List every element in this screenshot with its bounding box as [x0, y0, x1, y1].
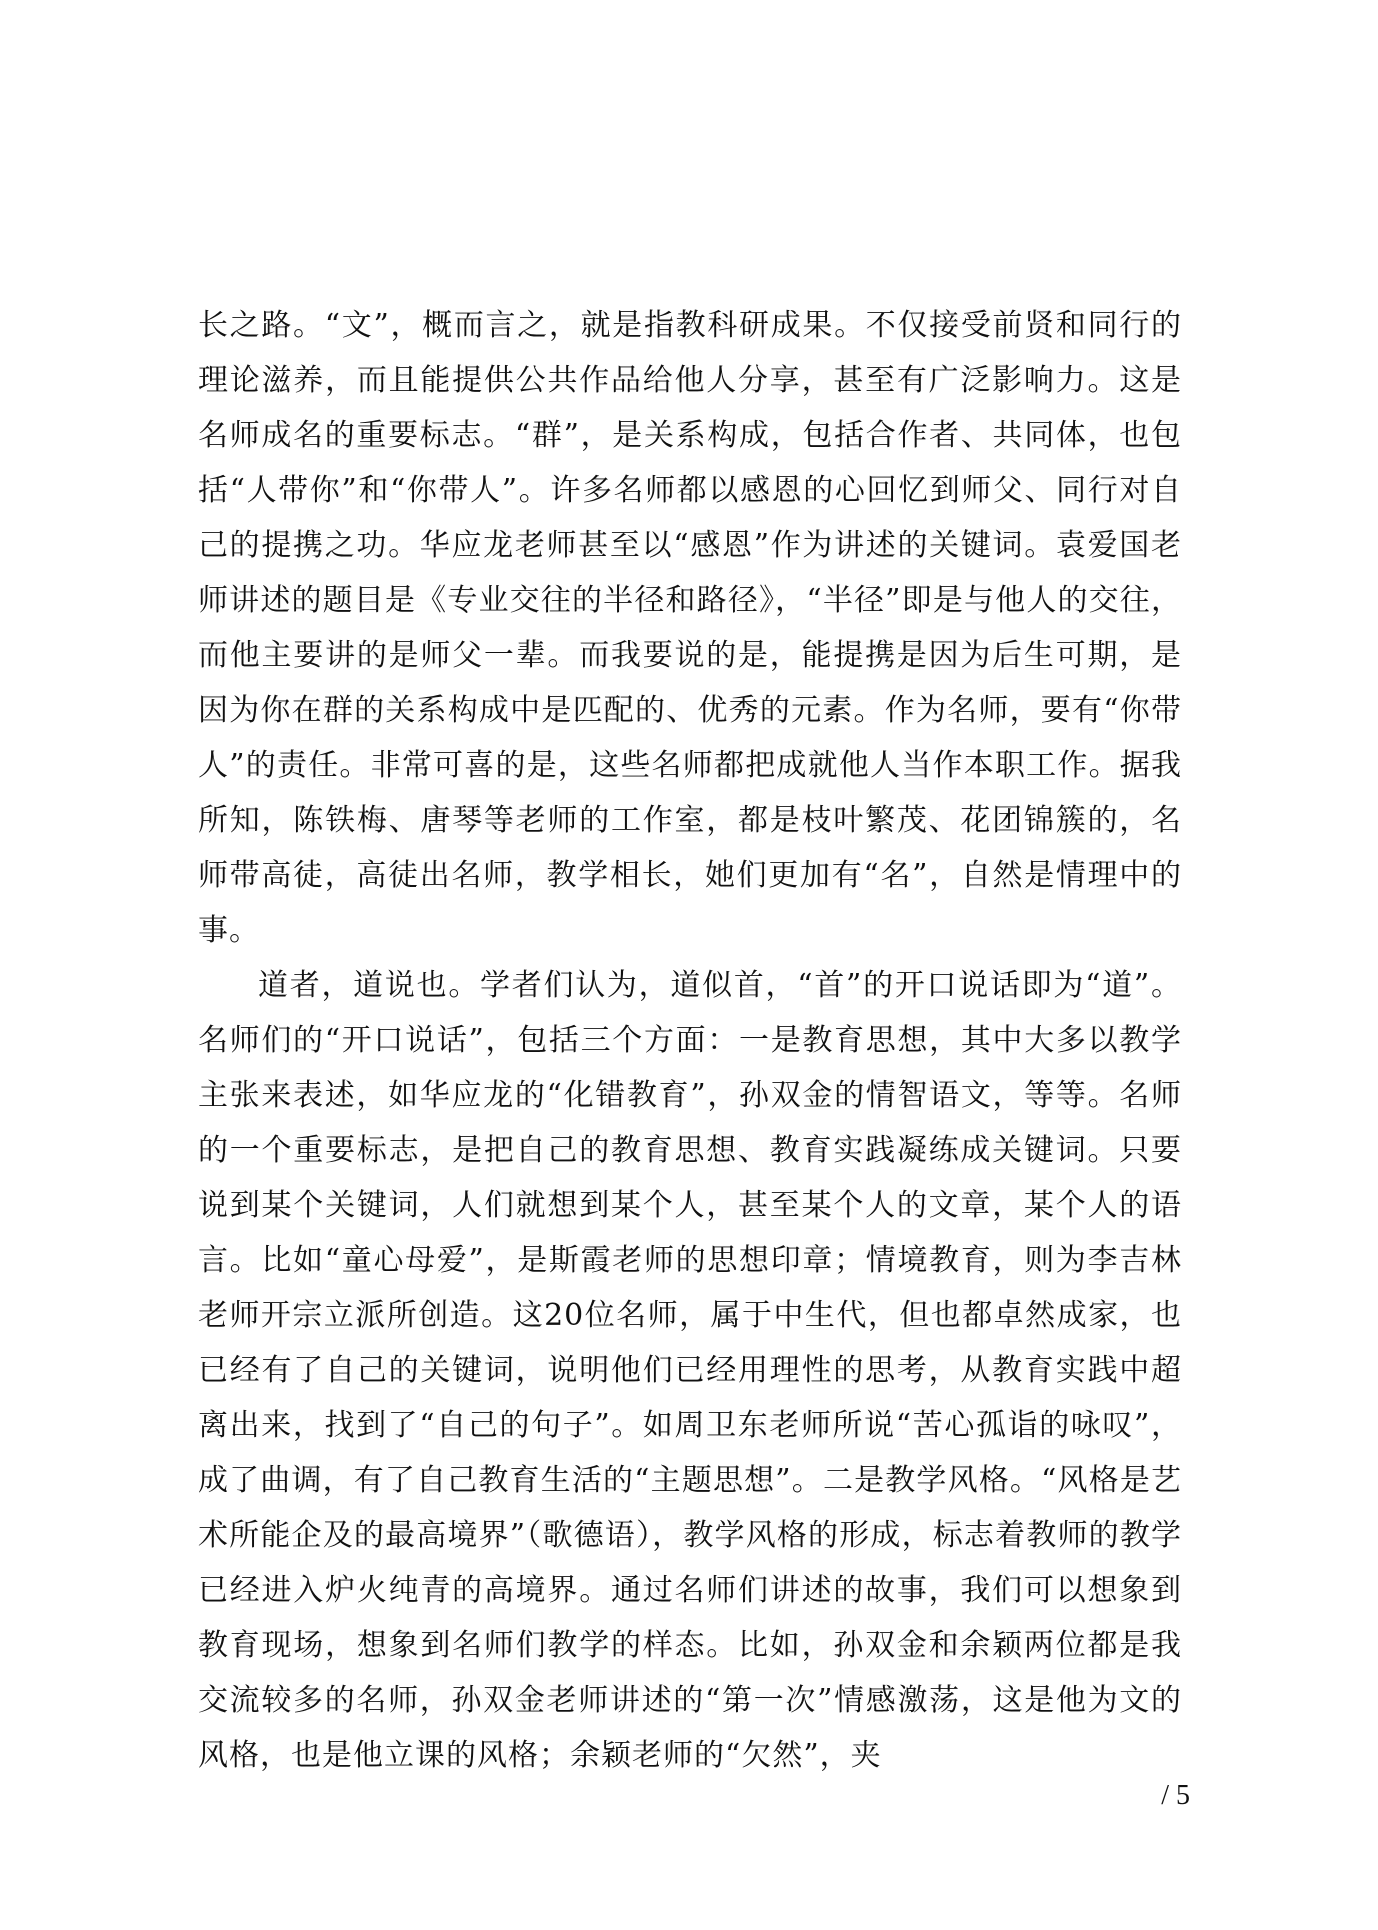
paragraph-2: 道者，道说也。学者们认为，道似首，“首”的开口说话即为“道”。名师们的“开口说话”，包括三个方面：一是教育思想，其中大多以教学主张来表述，如华应龙的“化错教育”，孙双金的情智语文，等等。名师的一个重要标志，是把自己的教育思想、教育实践凝练成关键词。只要说到某个关键词，人们就想到某个人，甚至某个人的文章，某个人的语言。比如“童心母爱”，是斯霞老师的思想印章；情境教育，则为李吉林老师开宗立派所创造。这20位名师，属于中生代，但也都卓然成家，也已经有了自己的关键词，说明他们已经用理性的思考，从教育实践中超离出来，找到了“自己的句子”。如周卫东老师所说“苦心孤诣的咏叹”，成了曲调，有了自己教育生活的“主题思想”。二是教学风格。“风格是艺术所能企及的最高境界”（歌德语），教学风格的形成，标志着教师的教学已经进入炉火纯青的高境界。通过名师们讲述的故事，我们可以想象到教育现场，想象到名师们教学的样态。比如，孙双金和余颖两位都是我交流较多的名师，孙双金老师讲述的“第一次”情感激荡，这是他为文的风格，也是他立课的风格；余颖老师的“欠然”，夹 — [198, 968, 1182, 1773]
body-text — [198, 298, 1182, 1783]
paragraph-1: 长之路。“文”，概而言之，就是指教科研成果。不仅接受前贤和同行的理论滋养，而且能提供公共作品给他人分享，甚至有广泛影响力。这是名师成名的重要标志。“群”，是关系构成，包括合作者、共同体，也包括“人带你”和“你带人”。许多名师都以感恩的心回忆到师父、同行对自己的提携之功。华应龙老师甚至以“感恩”作为讲述的关键词。袁爱国老师讲述的题目是《专业交往的半径和路径》，“半径”即是与他人的交往，而他主要讲的是师父一辈。而我要说的是，能提携是因为后生可期，是因为你在群的关系构成中是匹配的、优秀的元素。作为名师，要有“你带人”的责任。非常可喜的是，这些名师都把成就他人当作本职工作。据我所知，陈铁梅、唐琴等老师的工作室，都是枝叶繁茂、花团锦簇的，名师带高徒，高徒出名师，教学相长，她们更加有“名”，自然是情理中的事。 — [198, 308, 1182, 948]
page-number: / 5 — [1161, 1780, 1190, 1811]
